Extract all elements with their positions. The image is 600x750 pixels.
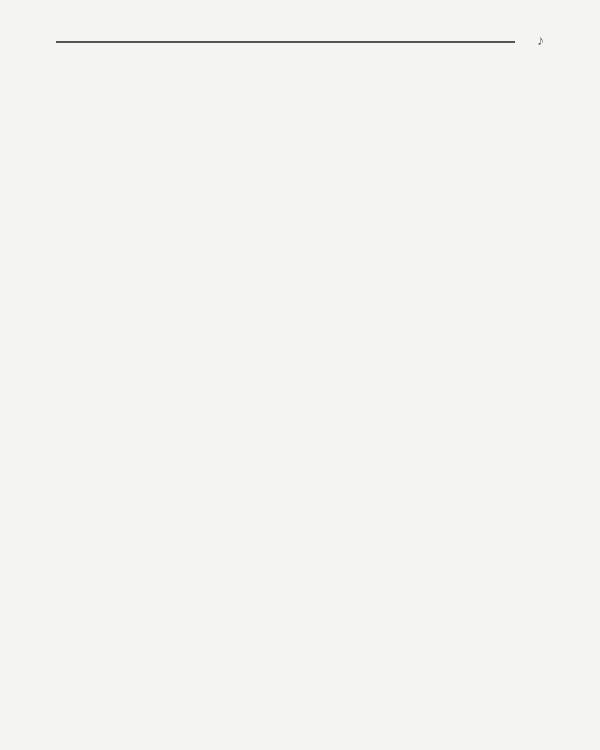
header-rule	[56, 41, 515, 43]
header-ornament-icon: ♪	[537, 34, 544, 49]
page-header	[56, 34, 544, 50]
table-of-contents	[56, 70, 538, 96]
